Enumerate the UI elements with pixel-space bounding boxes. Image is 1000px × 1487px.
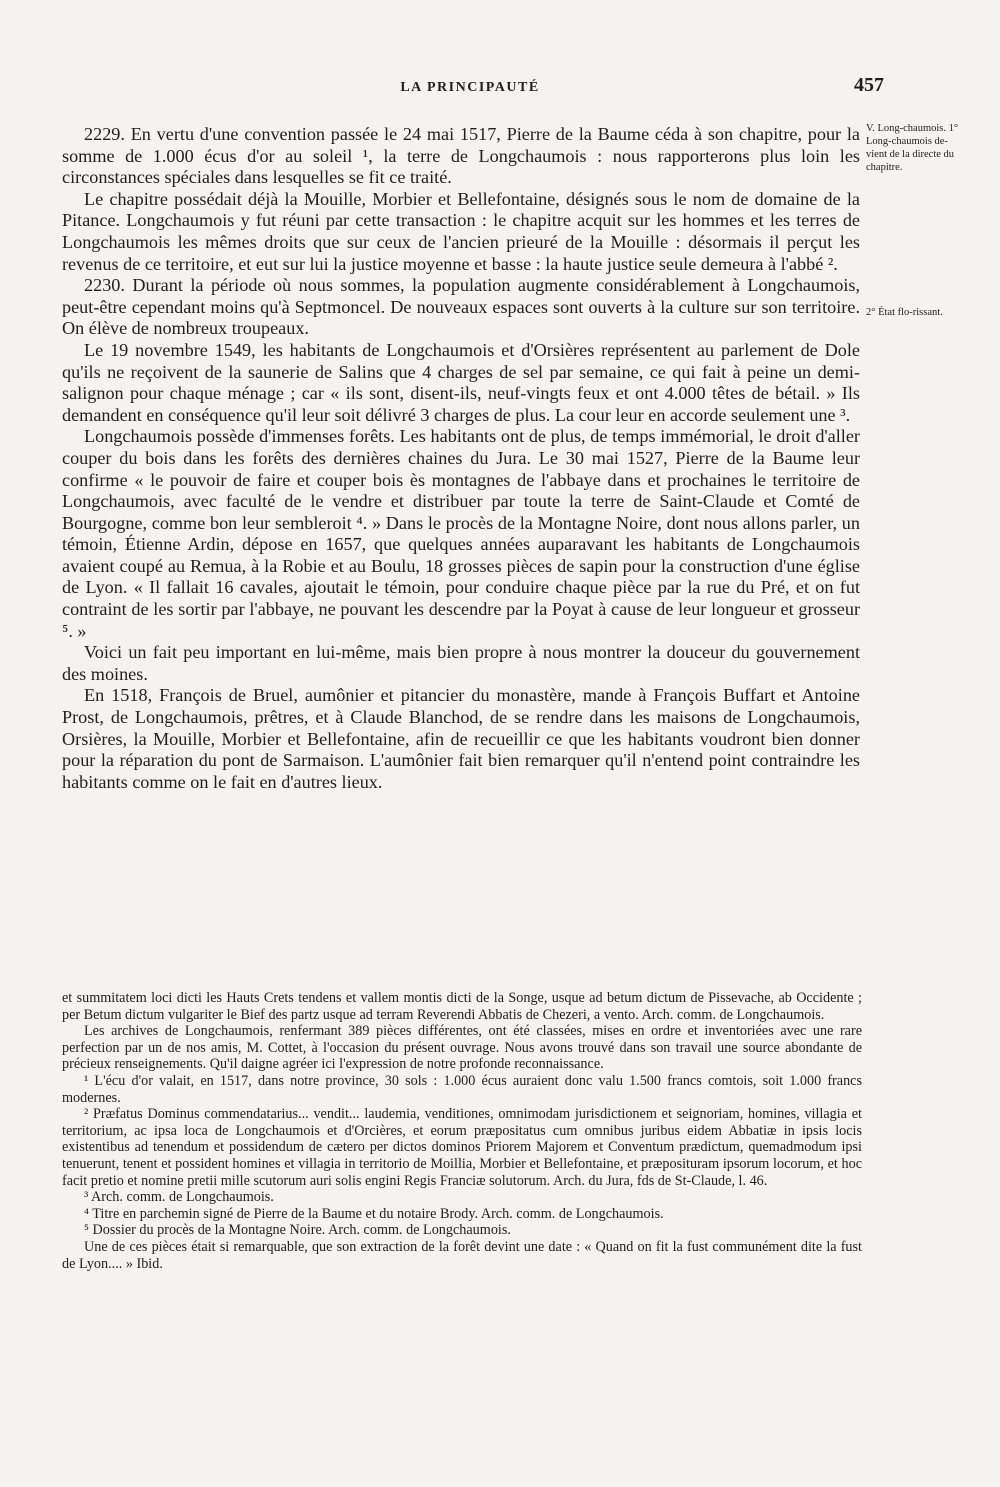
- paragraph-2230: 2230. Durant la période où nous sommes, la population augmente considérablement à Longchaumois, peut-être cependant moins qu'à Septmoncel. De nouveaux espaces sont ouverts à la culture sur son territoire. On élève de nombreux troupeaux.: [62, 275, 860, 339]
- footnote-4: ⁴ Titre en parchemin signé de Pierre de la Baume et du notaire Brody. Arch. comm. de Longchaumois.: [84, 1205, 664, 1222]
- footnote-5: ⁵ Dossier du procès de la Montagne Noire. Arch. comm. de Longchaumois.: [84, 1222, 511, 1239]
- paragraph-1518: En 1518, François de Bruel, aumônier et pitancier du monastère, mande à François Buffart et Antoine Prost, de Longchaumois, prêtres, et à Claude Blanchod, de se rendre dans les maisons de Longchaumois, Orsières, la Mouille, Morbier et Bellefontaine, afin de recueillir ce que les habitants voudront bien donner pour la réparation du pont de Sarmaison. L'aumônier fait bien remarquer qu'il n'entend point contraindre les habitants comme on le fait en d'autres lieux.: [62, 685, 860, 792]
- margin-note-etat-florissant: 2° État flo-rissant.: [866, 307, 943, 318]
- paragraph-chapitre: Le chapitre possédait déjà la Mouille, Morbier et Bellefontaine, désignés sous le nom de domaine de la Pitance. Longchaumois y fut réuni par cette transaction : le chapitre acquit sur les hommes et les terres de Longchaumois les mêmes droits que sur ceux de l'ancien prieuré de la Mouille : désormais il perçut les revenus de ce territoire, et eut sur lui la justice moyenne et basse : la haute justice seule demeura à l'abbé ².: [62, 188, 860, 274]
- footnote-continuation: et summitatem loci dicti les Hauts Crets tendens et vallem montis dicti de la Songe, usque ad betum dictum de Pissevache, ab Occidente ; per Betum dictum vulgariter le Bief des partz usque ad terram Reverendi Abbatis de Chezeri, a vento. Arch. comm. de Longchaumois.: [62, 990, 862, 1023]
- running-title: LA PRINCIPAUTÉ: [400, 80, 540, 95]
- footnote-2: ² Præfatus Dominus commendatarius... vendit... laudemia, venditiones, omnimodam jurisdictionem et seignoriam, homines, villagia et territorium, ac ipsa loca de Longchaumois et d'Orcières, et eorum præpositatus cum omnibus juribus eidem Abbatiæ in ipsis locis existentibus ad tenendum et possidendum de cætero per dictos dominos Priorem Majorem et Conventum prædictum, quemadmodum ipsi tenuerunt, tenent et possident homines et villagia in territorio de Moillia, Morbier et Bellefontaine, et præposituram ipsorum locorum, et hoc facit pretio et nomine pretii mille scutorum auri solis engini Regis Franciæ solutorum. Arch. du Jura, fds de St-Claude, l. 46.: [62, 1106, 862, 1189]
- footnote-archives: Les archives de Longchaumois, renfermant 389 pièces différentes, ont été classées, mises en ordre et inventoriées avec une rare perfection par un de nos amis, M. Cottet, à l'occasion du présent ouvrage. Nous avons trouvé dans son travail une source abondante de précieux renseignements. Qu'il daigne agréer ici l'expression de notre profonde reconnaissance.: [62, 1023, 862, 1073]
- page-header: [60, 74, 884, 100]
- footnote-3: ³ Arch. comm. de Longchaumois.: [84, 1189, 274, 1206]
- footnote-5-continuation: Une de ces pièces était si remarquable, que son extraction de la forêt devint une date : « Quand on fit la fust communément dite la fust de Lyon.... » Ibid.: [62, 1238, 862, 1272]
- main-text: [62, 124, 860, 793]
- paragraph-forets: Longchaumois possède d'immenses forêts. Les habitants ont de plus, de temps immémorial, le droit d'aller couper du bois dans les forêts des dernières chaines du Jura. Le 30 mai 1527, Pierre de la Baume leur confirme « le pouvoir de faire et couper bois ès montagnes de l'abbaye dans et prochaines le territoire de Longchaumois, avec faculté de le vendre et distribuer par toute la terre de Saint-Claude et Comté de Bourgogne, comme bon leur sembleroit ⁴. » Dans le procès de la Montagne Noire, dont nous allons parler, un témoin, Étienne Ardin, dépose en 1657, que quelques années auparavant les habitants de Longchaumois avaient coupé au Remua, à la Robie et au Boulu, 18 grosses pièces de sapin pour la construction d'une église de Lyon. « Il fallait 16 cavales, ajoutait le témoin, pour conduire chaque pièce par la rue du Pré, et on fut contraint de les sortir par l'abbaye, ne pouvant les descendre par la Poyat à cause de leur longueur et grosseur ⁵. »: [62, 426, 860, 641]
- footnotes: [62, 990, 862, 1272]
- paragraph-1549: Le 19 novembre 1549, les habitants de Longchaumois et d'Orsières représentent au parlement de Dole qu'ils ne reçoivent de la saunerie de Salins que 4 charges de sel par semaine, ce qui fait à peine un demi-salignon pour chaque ménage ; car « ils sont, disent-ils, neuf-vingts feux et ont 4.000 têtes de bétail. » Ils demandent en conséquence qu'il leur soit délivré 3 charges de plus. La cour leur en accorde seulement une ³.: [62, 339, 860, 425]
- page-number: 457: [854, 74, 884, 96]
- paragraph-2229: 2229. En vertu d'une convention passée le 24 mai 1517, Pierre de la Baume céda à son chapitre, pour la somme de 1.000 écus d'or au soleil ¹, la terre de Longchaumois : nous rapporterons plus loin les circonstances spéciales dans lesquelles se fit ce traité.: [62, 124, 860, 188]
- paragraph-douceur: Voici un fait peu important en lui-même, mais bien propre à nous montrer la douceur du gouvernement des moines.: [62, 642, 860, 684]
- footnote-1: ¹ L'écu d'or valait, en 1517, dans notre province, 30 sols : 1.000 écus auraient donc valu 1.500 francs comtois, soit 1.000 francs modernes.: [62, 1072, 862, 1106]
- margin-note-longchaumois: V. Long-chaumois. 1° Long-chaumois de-vient de la directe du chapitre.: [866, 123, 959, 173]
